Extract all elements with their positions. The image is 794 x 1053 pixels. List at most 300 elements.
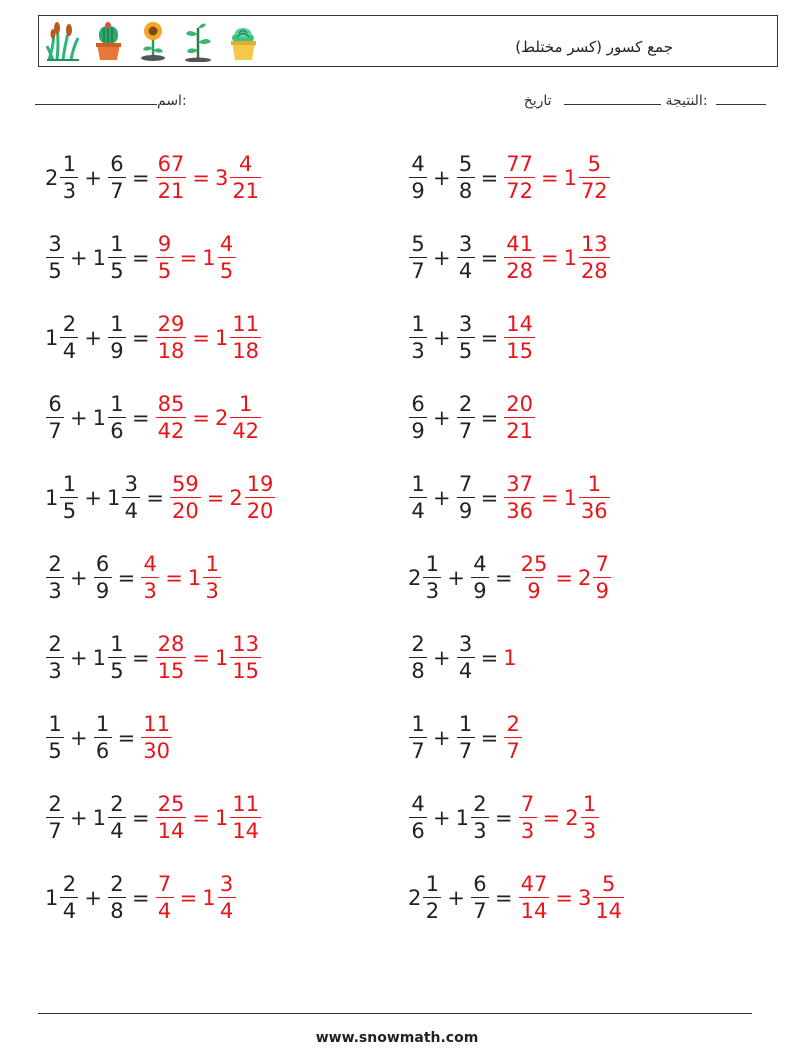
problem-item — [408, 784, 738, 864]
answer-improper — [518, 874, 551, 922]
answer-mixed — [215, 314, 262, 362]
addend-2 — [456, 154, 476, 202]
denominator: 42 — [232, 419, 260, 443]
whole-number: 1 — [92, 246, 106, 270]
numerator: 29 — [157, 312, 185, 336]
answer — [503, 714, 523, 762]
fraction — [245, 474, 276, 522]
denominator: 20 — [171, 499, 199, 523]
answer-improper — [503, 714, 523, 762]
denominator: 5 — [46, 737, 64, 762]
addend-2 — [93, 554, 113, 602]
denominator: 30 — [143, 739, 170, 763]
problem-expression — [45, 464, 375, 532]
fraction — [457, 394, 475, 442]
fraction — [579, 234, 610, 282]
answer — [503, 474, 610, 522]
fraction — [46, 234, 64, 282]
numerator: 4 — [143, 552, 157, 576]
denominator: 2 — [423, 897, 441, 922]
numerator: 20 — [506, 392, 533, 416]
equals-sign: = — [480, 486, 499, 510]
denominator: 9 — [409, 417, 427, 442]
addend-1 — [45, 714, 65, 762]
date-blank[interactable] — [716, 92, 766, 105]
whole-number: 1 — [563, 166, 577, 190]
equals-sign: = — [480, 406, 499, 430]
fraction — [504, 394, 535, 442]
fraction — [156, 394, 187, 442]
numerator: 13 — [232, 632, 260, 656]
denominator: 3 — [409, 337, 427, 362]
fraction — [409, 154, 427, 202]
plus-sign: + — [433, 246, 451, 270]
fraction — [46, 554, 64, 602]
problem-expression — [45, 864, 375, 932]
numerator: 3 — [458, 312, 473, 336]
fraction — [60, 314, 78, 362]
answer-improper — [155, 394, 188, 442]
footer-url: www.snowmath.com — [315, 1030, 479, 1046]
numerator: 1 — [458, 712, 473, 736]
denominator: 3 — [141, 577, 159, 602]
problem-expression — [408, 544, 738, 612]
denominator: 7 — [46, 417, 64, 442]
numerator: 2 — [506, 712, 520, 736]
equals-sign: = — [555, 886, 573, 910]
denominator: 8 — [457, 177, 475, 202]
problem-expression — [45, 384, 375, 452]
numerator: 2 — [62, 872, 77, 896]
addend-1 — [408, 314, 428, 362]
numerator: 1 — [411, 712, 425, 736]
numerator: 5 — [458, 152, 473, 176]
equals-sign: = — [131, 806, 150, 830]
answer-improper — [503, 646, 517, 670]
denominator: 15 — [157, 659, 185, 683]
answer — [503, 314, 536, 362]
answer-improper — [503, 234, 536, 282]
fraction — [46, 794, 64, 842]
numerator: 7 — [458, 472, 473, 496]
fraction — [581, 794, 599, 842]
score-label: النتيجة — [665, 93, 703, 109]
addend-2 — [107, 874, 127, 922]
fraction — [108, 234, 126, 282]
fraction — [457, 634, 475, 682]
addend-1 — [408, 874, 442, 922]
fraction — [156, 634, 187, 682]
fraction — [108, 794, 126, 842]
whole-number: 1 — [214, 806, 229, 830]
numerator: 5 — [587, 152, 601, 176]
denominator: 9 — [593, 577, 611, 602]
addend-2 — [107, 154, 127, 202]
problem-expression — [45, 624, 375, 692]
name-field — [35, 92, 187, 109]
addend-2 — [456, 474, 476, 522]
answer-improper — [140, 554, 160, 602]
problem-expression — [408, 384, 738, 452]
fraction — [108, 394, 126, 442]
fraction — [156, 314, 187, 362]
fraction — [156, 874, 174, 922]
numerator: 7 — [520, 792, 535, 816]
problem-item — [408, 144, 738, 224]
numerator: 1 — [425, 872, 440, 896]
numerator: 25 — [520, 552, 548, 576]
plus-sign: + — [84, 326, 102, 350]
fraction — [504, 714, 522, 762]
problem-item — [408, 864, 738, 944]
answer-improper — [518, 794, 538, 842]
answer-improper — [155, 794, 188, 842]
fraction — [423, 874, 441, 922]
denominator: 20 — [246, 499, 274, 523]
plus-sign: + — [433, 806, 451, 830]
addend-2 — [93, 394, 127, 442]
equals-sign: = — [480, 246, 499, 270]
answer-improper — [518, 554, 551, 602]
name-blank[interactable] — [35, 92, 157, 105]
addend-1 — [45, 154, 79, 202]
problem-expression — [408, 784, 738, 852]
cattail-plant-icon — [45, 20, 82, 62]
fraction — [94, 714, 112, 762]
answer-mixed — [215, 394, 262, 442]
equals-sign: = — [165, 566, 183, 590]
answer — [155, 794, 262, 842]
addend-1 — [408, 154, 428, 202]
whole-number: 1 — [92, 406, 106, 430]
denominator: 7 — [108, 177, 126, 202]
numerator: 1 — [425, 552, 440, 576]
equals-sign: = — [131, 246, 150, 270]
equals-sign: = — [131, 166, 150, 190]
fraction — [593, 554, 611, 602]
fraction — [218, 234, 236, 282]
problems-right-column — [408, 144, 738, 944]
plus-sign: + — [433, 486, 451, 510]
fraction — [218, 874, 236, 922]
fraction — [203, 554, 221, 602]
numerator: 2 — [48, 632, 62, 656]
numerator: 6 — [48, 392, 62, 416]
denominator: 18 — [157, 339, 185, 363]
whole-number: 1 — [202, 246, 216, 270]
numerator: 37 — [506, 472, 533, 496]
plus-sign: + — [433, 166, 451, 190]
addend-1 — [45, 874, 79, 922]
problem-item — [45, 544, 375, 624]
denominator: 5 — [60, 497, 78, 522]
equals-sign: = — [146, 486, 164, 510]
whole-number: 2 — [229, 486, 243, 510]
equals-sign: = — [117, 726, 136, 750]
fraction — [409, 634, 427, 682]
numerator: 4 — [411, 152, 425, 176]
addend-1 — [45, 794, 65, 842]
denominator: 7 — [471, 897, 489, 922]
addend-1 — [408, 634, 428, 682]
problem-item — [45, 704, 375, 784]
addend-1 — [45, 474, 79, 522]
sprout-icon — [180, 20, 217, 62]
worksheet-title: جمع كسور (كسر مختلط) — [515, 38, 673, 56]
problem-expression — [408, 704, 738, 772]
fraction — [457, 314, 475, 362]
equals-sign: = — [540, 486, 559, 510]
equals-sign: = — [131, 406, 150, 430]
denominator: 5 — [108, 257, 126, 282]
numerator: 1 — [110, 392, 124, 416]
numerator: 2 — [473, 792, 487, 816]
denominator: 7 — [409, 737, 427, 762]
denominator: 7 — [457, 417, 475, 442]
denominator: 4 — [60, 897, 78, 922]
answer — [155, 874, 237, 922]
denominator: 8 — [108, 897, 126, 922]
answer-improper — [155, 634, 188, 682]
problem-expression — [408, 864, 738, 932]
answer-mixed — [578, 554, 612, 602]
fraction — [94, 554, 112, 602]
whole-number: 1 — [92, 646, 106, 670]
fraction — [156, 794, 187, 842]
addend-1 — [408, 714, 428, 762]
denominator: 7 — [504, 737, 522, 762]
problem-item — [45, 144, 375, 224]
answer-mixed — [578, 874, 625, 922]
date-label: تاريخ: — [523, 93, 708, 109]
whole-number: 1 — [45, 326, 59, 350]
answer-mixed — [188, 554, 222, 602]
equals-sign: = — [206, 486, 225, 510]
addend-2 — [93, 794, 127, 842]
addend-1 — [45, 634, 65, 682]
numerator: 41 — [506, 232, 533, 256]
answer-improper — [503, 474, 536, 522]
numerator: 3 — [458, 632, 473, 656]
score-blank[interactable] — [564, 92, 661, 105]
addend-1 — [45, 314, 79, 362]
answer-improper — [155, 154, 188, 202]
answer-mixed — [202, 874, 236, 922]
fraction — [230, 154, 261, 202]
equals-sign: = — [480, 166, 499, 190]
fraction — [230, 634, 261, 682]
plus-sign: + — [84, 166, 102, 190]
answer — [503, 234, 610, 282]
whole-number: 1 — [106, 486, 121, 510]
problem-expression — [45, 144, 375, 212]
fraction — [457, 234, 475, 282]
equals-sign: = — [131, 646, 150, 670]
numerator: 11 — [143, 712, 170, 736]
fraction — [504, 154, 535, 202]
numerator: 5 — [601, 872, 616, 896]
equals-sign: = — [192, 166, 210, 190]
equals-sign: = — [131, 886, 150, 910]
denominator: 14 — [520, 899, 548, 923]
problem-expression — [408, 464, 738, 532]
answer-improper — [140, 714, 173, 762]
addend-2 — [456, 314, 476, 362]
equals-sign: = — [131, 326, 150, 350]
denominator: 36 — [580, 499, 608, 523]
fraction — [122, 474, 140, 522]
numerator: 67 — [157, 152, 185, 176]
addend-1 — [408, 474, 428, 522]
denominator: 9 — [108, 337, 126, 362]
answer — [169, 474, 276, 522]
addend-2 — [470, 554, 490, 602]
fraction — [409, 314, 427, 362]
numerator: 1 — [110, 232, 124, 256]
answer-mixed — [215, 634, 262, 682]
addend-1 — [408, 394, 428, 442]
answer-mixed — [564, 474, 611, 522]
numerator: 3 — [48, 232, 62, 256]
plus-sign: + — [70, 806, 88, 830]
fraction — [108, 634, 126, 682]
addend-2 — [456, 394, 476, 442]
fraction — [170, 474, 201, 522]
equals-sign: = — [480, 726, 499, 750]
fraction — [579, 474, 610, 522]
plant-icons — [45, 20, 262, 62]
addend-2 — [93, 634, 127, 682]
answer — [155, 394, 262, 442]
denominator: 3 — [60, 177, 78, 202]
whole-number: 2 — [45, 166, 59, 190]
denominator: 3 — [423, 577, 441, 602]
answer-improper — [155, 234, 175, 282]
worksheet-header — [38, 15, 778, 67]
fraction — [46, 714, 64, 762]
problem-item — [45, 624, 375, 704]
numerator: 1 — [62, 472, 77, 496]
fraction — [60, 154, 78, 202]
answer — [503, 394, 536, 442]
numerator: 6 — [110, 152, 124, 176]
numerator: 4 — [219, 232, 234, 256]
denominator: 14 — [232, 819, 260, 843]
answer-improper — [503, 154, 536, 202]
potted-cactus-icon — [90, 20, 127, 62]
equals-sign: = — [555, 566, 573, 590]
denominator: 7 — [409, 257, 427, 282]
whole-number: 2 — [214, 406, 229, 430]
numerator: 6 — [411, 392, 425, 416]
fraction — [409, 714, 427, 762]
equals-sign: = — [494, 886, 513, 910]
answer-mixed — [564, 234, 611, 282]
fraction — [519, 554, 550, 602]
numerator: 1 — [48, 712, 62, 736]
problem-item — [408, 464, 738, 544]
equals-sign: = — [192, 806, 210, 830]
denominator: 5 — [457, 337, 475, 362]
answer — [155, 314, 262, 362]
problem-item — [45, 464, 375, 544]
denominator: 4 — [60, 337, 78, 362]
fraction — [60, 474, 78, 522]
answer-improper — [155, 314, 188, 362]
equals-sign: = — [494, 566, 513, 590]
addend-1 — [408, 794, 428, 842]
fraction — [46, 634, 64, 682]
equals-sign: = — [192, 646, 210, 670]
numerator: 1 — [582, 792, 597, 816]
numerator: 47 — [520, 872, 548, 896]
equals-sign: = — [179, 246, 198, 270]
numerator: 1 — [205, 552, 219, 576]
numerator: 1 — [587, 472, 601, 496]
denominator: 4 — [409, 497, 427, 522]
answer — [155, 234, 237, 282]
whole-number: 1 — [92, 806, 106, 830]
numerator: 7 — [157, 872, 172, 896]
answer — [503, 154, 610, 202]
plus-sign: + — [70, 726, 88, 750]
numerator: 1 — [95, 712, 110, 736]
fraction — [457, 714, 475, 762]
numerator: 1 — [411, 472, 425, 496]
plus-sign: + — [70, 646, 88, 670]
denominator: 9 — [409, 177, 427, 202]
numerator: 2 — [48, 552, 62, 576]
answer — [140, 714, 173, 762]
answer-improper — [503, 394, 536, 442]
answer-mixed — [229, 474, 276, 522]
numerator: 13 — [580, 232, 608, 256]
numerator: 4 — [411, 792, 425, 816]
whole-number: 1 — [503, 646, 517, 670]
plus-sign: + — [433, 326, 451, 350]
denominator: 6 — [108, 417, 126, 442]
denominator: 4 — [156, 897, 174, 922]
denominator: 14 — [157, 819, 185, 843]
numerator: 3 — [458, 232, 473, 256]
problem-expression — [408, 624, 738, 692]
numerator: 6 — [473, 872, 487, 896]
denominator: 5 — [156, 257, 174, 282]
plus-sign: + — [433, 726, 451, 750]
whole-number: 1 — [455, 806, 469, 830]
numerator: 1 — [411, 312, 425, 336]
sunflower-icon — [135, 20, 172, 62]
whole-number: 1 — [187, 566, 202, 590]
answer-improper — [155, 874, 175, 922]
answer — [518, 554, 613, 602]
date-score-field — [518, 92, 766, 109]
answer-mixed — [565, 794, 599, 842]
numerator: 1 — [110, 312, 124, 336]
fraction — [593, 874, 624, 922]
answer-improper — [503, 314, 536, 362]
numerator: 25 — [157, 792, 185, 816]
equals-sign: = — [540, 246, 559, 270]
whole-number: 1 — [45, 886, 59, 910]
denominator: 5 — [46, 257, 64, 282]
plus-sign: + — [84, 486, 102, 510]
fraction — [471, 874, 489, 922]
numerator: 85 — [157, 392, 185, 416]
plus-sign: + — [433, 406, 451, 430]
denominator: 6 — [94, 737, 112, 762]
numerator: 3 — [124, 472, 139, 496]
